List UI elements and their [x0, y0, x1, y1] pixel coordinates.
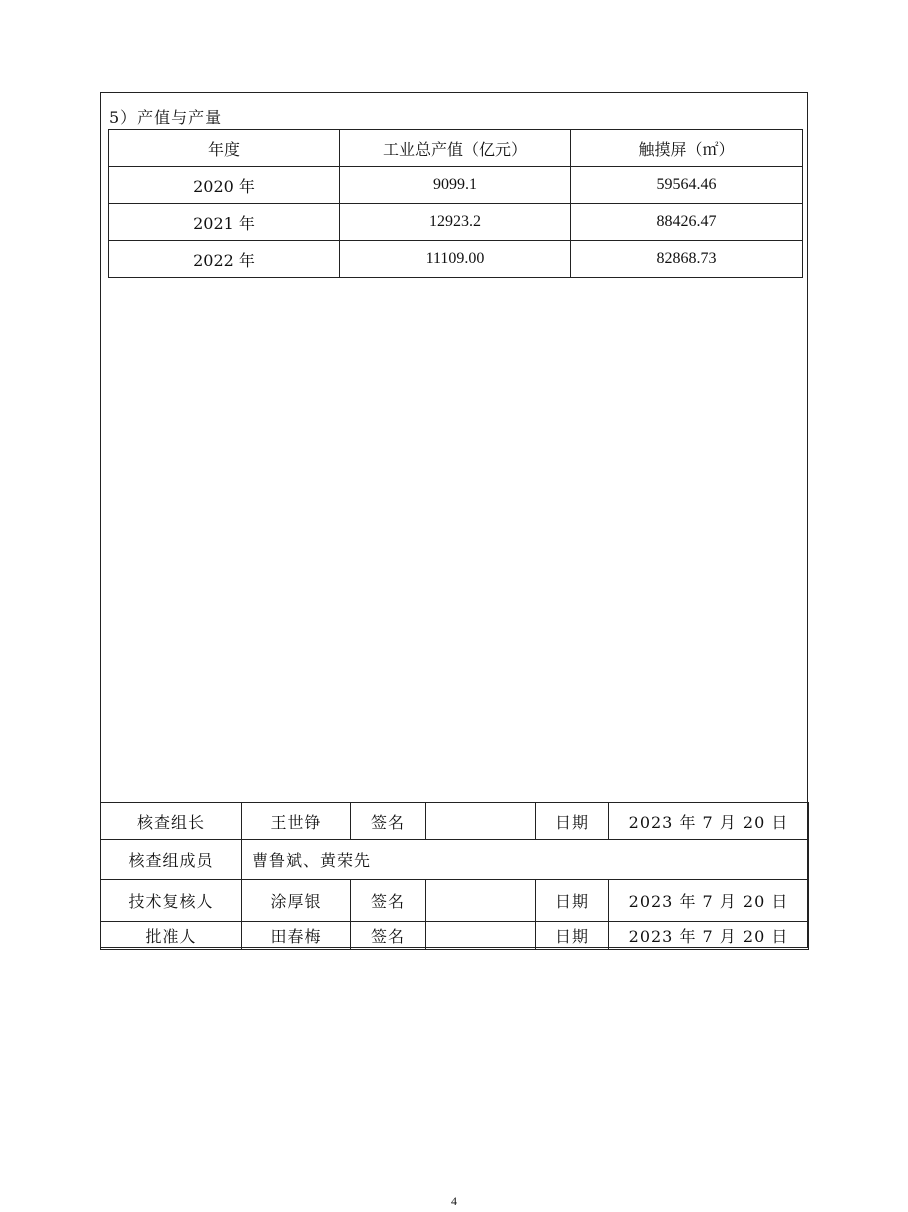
cell-output-value: 11109.00 — [340, 241, 571, 278]
reviewer-date: 2023 年 7 月 20 日 — [609, 880, 809, 922]
form-frame — [100, 92, 808, 948]
members-row — [101, 840, 809, 880]
table-header-row — [109, 130, 803, 167]
header-output-value: 工业总产值（亿元） — [340, 130, 571, 167]
table-row — [109, 204, 803, 241]
cell-touchscreen: 88426.47 — [571, 204, 803, 241]
leader-signature-field[interactable] — [426, 803, 536, 840]
cell-year: 2021 年 — [109, 204, 340, 241]
cell-year: 2020 年 — [109, 167, 340, 204]
header-touchscreen: 触摸屏（㎡） — [571, 130, 803, 167]
approver-label: 批准人 — [101, 922, 242, 950]
reviewer-row — [101, 880, 809, 922]
table-row — [109, 167, 803, 204]
cell-touchscreen: 59564.46 — [571, 167, 803, 204]
leader-date-label: 日期 — [536, 803, 609, 840]
reviewer-label: 技术复核人 — [101, 880, 242, 922]
header-year: 年度 — [109, 130, 340, 167]
leader-name: 王世铮 — [242, 803, 351, 840]
approver-date-label: 日期 — [536, 922, 609, 950]
leader-date: 2023 年 7 月 20 日 — [609, 803, 809, 840]
members-names: 曹鲁斌、黄荣先 — [242, 840, 809, 880]
approver-date: 2023 年 7 月 20 日 — [609, 922, 809, 950]
cell-year: 2022 年 — [109, 241, 340, 278]
leader-sign-label: 签名 — [351, 803, 426, 840]
section-title: 5）产值与产量 — [109, 108, 223, 127]
approver-row — [101, 922, 809, 950]
reviewer-name: 涂厚银 — [242, 880, 351, 922]
reviewer-sign-label: 签名 — [351, 880, 426, 922]
table-row — [109, 241, 803, 278]
signoff-table — [100, 802, 809, 950]
cell-touchscreen: 82868.73 — [571, 241, 803, 278]
leader-label: 核查组长 — [101, 803, 242, 840]
members-label: 核查组成员 — [101, 840, 242, 880]
reviewer-signature-field[interactable] — [426, 880, 536, 922]
page-number: 4 — [451, 1194, 457, 1208]
cell-output-value: 12923.2 — [340, 204, 571, 241]
reviewer-date-label: 日期 — [536, 880, 609, 922]
approver-signature-field[interactable] — [426, 922, 536, 950]
approver-name: 田春梅 — [242, 922, 351, 950]
leader-row — [101, 803, 809, 840]
production-table — [108, 129, 803, 278]
cell-output-value: 9099.1 — [340, 167, 571, 204]
approver-sign-label: 签名 — [351, 922, 426, 950]
